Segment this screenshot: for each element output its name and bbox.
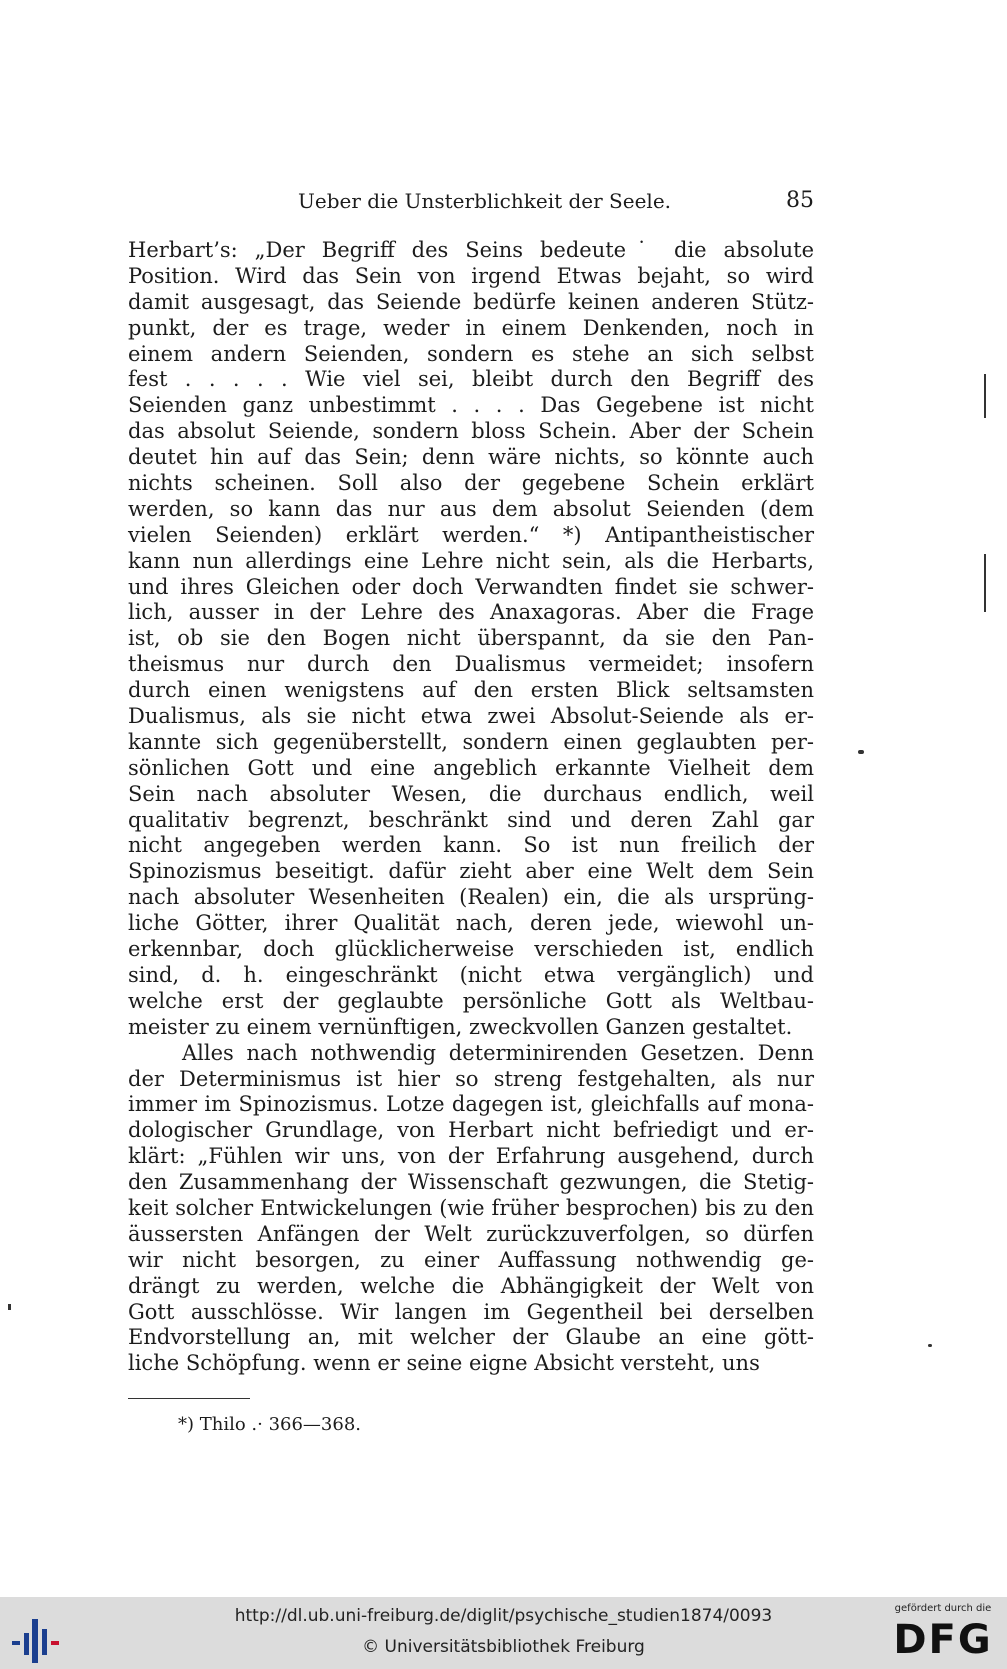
copyright-notice: © Universitätsbibliothek Freiburg: [362, 1637, 645, 1657]
text-line: vielen Seienden) erklärt werden.“ *) Antipantheistischer: [128, 522, 814, 547]
text-line: sind, d. h. eingeschränkt (nicht etwa vergänglich) und: [128, 962, 814, 987]
text-line: Herbart’s: „Der Begriff des Seins bedeute˙ die absolute: [128, 238, 814, 262]
margin-mark: [858, 750, 864, 754]
text-line: theismus nur durch den Dualismus vermeidet; insofern: [128, 652, 814, 677]
permalink-url[interactable]: http://dl.ub.uni-freiburg.de/diglit/psychische_studien1874/0093: [234, 1606, 773, 1626]
text-line: nichts scheinen. Soll also der gegebene Schein erklärt: [128, 471, 814, 496]
text-line: Seienden ganz unbestimmt . . . . Das Gegebene ist nicht: [128, 393, 814, 418]
margin-mark: [984, 554, 986, 612]
text-line: wir nicht besorgen, zu einer Auffassung nothwendig ge-: [128, 1247, 814, 1272]
text-line: der Determinismus ist hier so streng festgehalten, als nur: [128, 1066, 814, 1091]
text-line: punkt, der es trage, weder in einem Denkenden, noch in: [128, 315, 814, 340]
text-line: kannte sich gegenüberstellt, sondern einen geglaubten per-: [128, 729, 814, 754]
text-line: Position. Wird das Sein von irgend Etwas bejaht, so wird: [128, 263, 814, 288]
dfg-logo: DFG: [893, 1617, 993, 1663]
text-line: durch einen wenigstens auf den ersten Blick seltsamsten: [128, 678, 814, 703]
text-line: Dualismus, als sie nicht etwa zwei Absolut-Seiende als er-: [128, 704, 814, 729]
body-text: [128, 238, 814, 1377]
text-line: Endvorstellung an, mit welcher der Glaube an eine gött-: [128, 1325, 814, 1350]
text-line: äussersten Anfängen der Welt zurückzuverfolgen, so dürfen: [128, 1221, 814, 1246]
page-number: 85: [786, 188, 814, 213]
text-line: liche Götter, ihrer Qualität nach, deren jede, wiewohl un-: [128, 911, 814, 936]
text-line: nicht angegeben werden kann. So ist nun freilich der: [128, 833, 814, 858]
text-line: Sein nach absoluter Wesen, die durchaus endlich, weil: [128, 781, 814, 806]
running-head: [128, 186, 814, 216]
text-line: deutet hin auf das Sein; denn wäre nichts, so könnte auch: [128, 445, 814, 470]
text-line: Spinozismus beseitigt. dafür zieht aber eine Welt dem Sein: [128, 859, 814, 884]
text-line: dologischer Grundlage, von Herbart nicht befriedigt und er-: [128, 1118, 814, 1143]
text-line: meister zu einem vernünftigen, zweckvollen Ganzen gestaltet.: [128, 1014, 793, 1039]
margin-mark: [984, 374, 986, 418]
margin-mark: [8, 1304, 11, 1310]
text-line: fest . . . . . Wie viel sei, bleibt durch den Begriff des: [128, 367, 814, 392]
margin-mark: [928, 1344, 932, 1347]
text-line: liche Schöpfung. wenn er seine eigne Absicht versteht, uns: [128, 1351, 760, 1376]
text-line: immer im Spinozismus. Lotze dagegen ist, gleichfalls auf mona-: [128, 1092, 814, 1117]
text-line: drängt zu werden, welche die Abhängigkeit der Welt von: [128, 1273, 814, 1298]
text-line: werden, so kann das nur aus dem absolut Seienden (dem: [128, 496, 814, 521]
text-line: nach absoluter Wesenheiten (Realen) ein, die als ursprüng-: [128, 885, 814, 910]
text-line: kann nun allerdings eine Lehre nicht sein, als die Herbarts,: [128, 548, 814, 573]
footnote: *) Thilo .· 366—368.: [178, 1414, 362, 1435]
text-line: einem andern Seienden, sondern es stehe an sich selbst: [128, 341, 814, 366]
text-line: lich, ausser in der Lehre des Anaxagoras. Aber die Frage: [128, 600, 814, 625]
text-line: klärt: „Fühlen wir uns, von der Erfahrung ausgehend, durch: [128, 1144, 814, 1169]
running-title: Ueber die Unsterblichkeit der Seele.: [298, 189, 672, 213]
dfg-funding: [887, 1603, 999, 1665]
text-line: welche erst der geglaubte persönliche Gott als Weltbau-: [128, 988, 814, 1013]
dfg-caption: gefördert durch die: [894, 1603, 992, 1614]
footnote-rule: [128, 1398, 250, 1399]
text-line: keit solcher Entwickelungen (wie früher besprochen) bis zu den: [128, 1195, 814, 1220]
text-line: damit ausgesagt, das Seiende bedürfe keinen anderen Stütz-: [128, 289, 814, 314]
text-line: und ihres Gleichen oder doch Verwandten findet sie schwer-: [128, 574, 814, 599]
viewer-footer: [0, 1597, 1007, 1669]
text-line: den Zusammenhang der Wissenschaft gezwungen, die Stetig-: [128, 1170, 814, 1195]
text-line: sönlichen Gott und eine angeblich erkannte Vielheit dem: [128, 755, 814, 780]
text-line: erkennbar, doch glücklicherweise verschieden ist, endlich: [128, 937, 814, 962]
text-line: qualitativ begrenzt, beschränkt sind und deren Zahl gar: [128, 807, 814, 832]
text-line: ist, ob sie den Bogen nicht überspannt, da sie den Pan-: [128, 626, 814, 651]
text-line: Alles nach nothwendig determinirenden Gesetzen. Denn: [182, 1040, 814, 1065]
text-line: Gott ausschlösse. Wir langen im Gegentheil bei derselben: [128, 1299, 814, 1324]
text-line: das absolut Seiende, sondern bloss Schein. Aber der Schein: [128, 419, 814, 444]
